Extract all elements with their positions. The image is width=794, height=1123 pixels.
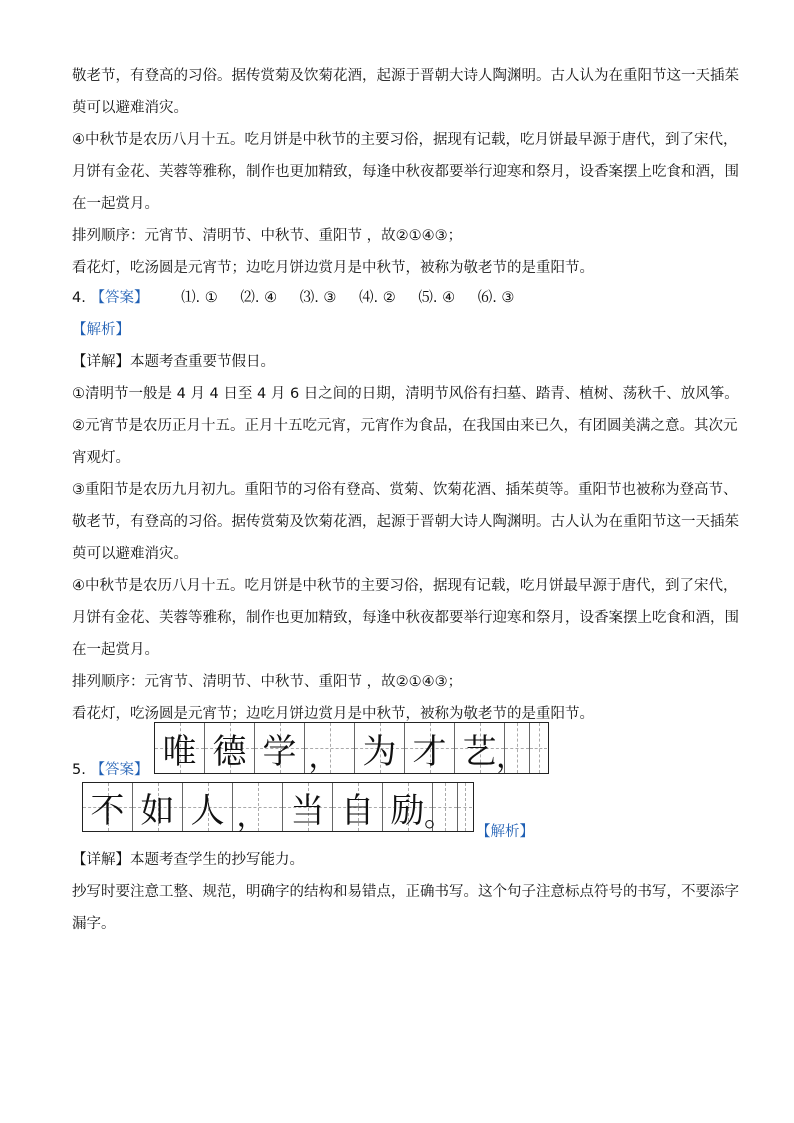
detail-tag: 【详解】 xyxy=(72,852,130,868)
paragraph-line: 月饼有金花、芙蓉等雅称，制作也更加精致，每逢中秋夜都要举行迎寒和祭月，设香案摆上吃食和酒，围 xyxy=(72,164,739,180)
q5-answer-label xyxy=(72,760,148,780)
grid-cell: 当 xyxy=(283,783,333,831)
grid-cell: 励 xyxy=(383,783,433,831)
answer-option: ⑵. ④ xyxy=(240,290,278,306)
paragraph-line: 在一起赏月。 xyxy=(72,196,159,212)
answer-option: ⑴. ① xyxy=(181,290,218,306)
paragraph-line: ④中秋节是农历八月十五。吃月饼是中秋节的主要习俗，据现有记载，吃月饼最早源于唐代，到了宋代， xyxy=(72,578,738,594)
analysis-tag: 【解析】 xyxy=(476,824,534,840)
grid-cell: ， xyxy=(305,723,355,773)
grid-cell xyxy=(458,783,472,831)
answer-option: ⑷. ② xyxy=(359,290,396,306)
paragraph-line: ③重阳节是农历九月初九。重阳节的习俗有登高、赏菊、饮菊花酒、插茱萸等。重阳节也被称为登高节、 xyxy=(72,482,738,498)
paragraph-line: 看花灯，吃汤圆是元宵节；边吃月饼边赏月是中秋节，被称为敬老节的是重阳节。 xyxy=(72,260,594,276)
detail-tag: 【详解】 xyxy=(72,354,130,370)
paragraph-line: 敬老节，有登高的习俗。据传赏菊及饮菊花酒，起源于晋朝大诗人陶渊明。古人认为在重阳节这一天插茱 xyxy=(72,514,739,530)
paragraph-line: ④中秋节是农历八月十五。吃月饼是中秋节的主要习俗，据现有记载，吃月饼最早源于唐代，到了宋代， xyxy=(72,132,738,148)
grid-cell: 。 xyxy=(433,783,458,831)
answer-tag: 【答案】 xyxy=(90,290,149,306)
grid-cell: 学 xyxy=(255,723,305,773)
grid-cell: 才 xyxy=(405,723,455,773)
grid-cell: 德 xyxy=(205,723,255,773)
writing-grid-row-2 xyxy=(82,782,474,832)
paragraph-line: 漏字。 xyxy=(72,916,116,932)
grid-cell: 为 xyxy=(355,723,405,773)
paragraph-line: 萸可以避难消灾。 xyxy=(72,546,188,562)
q4-answer-row xyxy=(72,288,532,308)
paragraph-line: 宵观灯。 xyxy=(72,450,130,466)
question-number: 5. xyxy=(72,762,86,778)
grid-cell: 人 xyxy=(183,783,233,831)
paragraph-line: 萸可以避难消灾。 xyxy=(72,100,188,116)
paragraph-line: 在一起赏月。 xyxy=(72,642,159,658)
paragraph-line: 敬老节，有登高的习俗。据传赏菊及饮菊花酒，起源于晋朝大诗人陶渊明。古人认为在重阳节这一天插茱 xyxy=(72,68,739,84)
grid-cell: 唯 xyxy=(155,723,205,773)
grid-cell: 不 xyxy=(83,783,133,831)
answer-option: ⑹. ③ xyxy=(477,290,515,306)
paragraph-line: ②元宵节是农历正月十五。正月十五吃元宵，元宵作为食品，在我国由来已久，有团圆美满之意。其次元 xyxy=(72,418,738,434)
detail-text: 本题考查学生的抄写能力。 xyxy=(130,852,304,868)
detail-line xyxy=(72,850,304,870)
analysis-tag: 【解析】 xyxy=(72,322,130,338)
grid-cell: ， xyxy=(505,723,530,773)
question-number: 4. xyxy=(72,290,86,306)
grid-cell: 自 xyxy=(333,783,383,831)
paragraph-line: 抄写时要注意工整、规范，明确字的结构和易错点，正确书写。这个句子注意标点符号的书写，不要添字 xyxy=(72,884,739,900)
paragraph-line: 月饼有金花、芙蓉等雅称，制作也更加精致，每逢中秋夜都要举行迎寒和祭月，设香案摆上吃食和酒，围 xyxy=(72,610,739,626)
paragraph-line: ①清明节一般是 4 月 4 日至 4 月 6 日之间的日期，清明节风俗有扫墓、踏青、植树、荡秋千、放风筝。 xyxy=(72,386,739,402)
grid-cell xyxy=(530,723,547,773)
grid-cell: ， xyxy=(233,783,283,831)
answer-option: ⑸. ④ xyxy=(418,290,456,306)
grid-cell: 如 xyxy=(133,783,183,831)
paragraph-line: 排列顺序：元宵节、清明节、中秋节、重阳节 ，故②①④③； xyxy=(72,228,463,244)
detail-text: 本题考查重要节假日。 xyxy=(130,354,275,370)
answer-option: ⑶. ③ xyxy=(299,290,337,306)
paragraph-line: 排列顺序：元宵节、清明节、中秋节、重阳节 ，故②①④③； xyxy=(72,674,463,690)
answer-tag: 【答案】 xyxy=(90,762,149,778)
paragraph-line: 看花灯，吃汤圆是元宵节；边吃月饼边赏月是中秋节，被称为敬老节的是重阳节。 xyxy=(72,706,594,722)
detail-line xyxy=(72,352,275,372)
writing-grid-row-1 xyxy=(154,722,549,774)
grid-cell: 艺 xyxy=(455,723,505,773)
